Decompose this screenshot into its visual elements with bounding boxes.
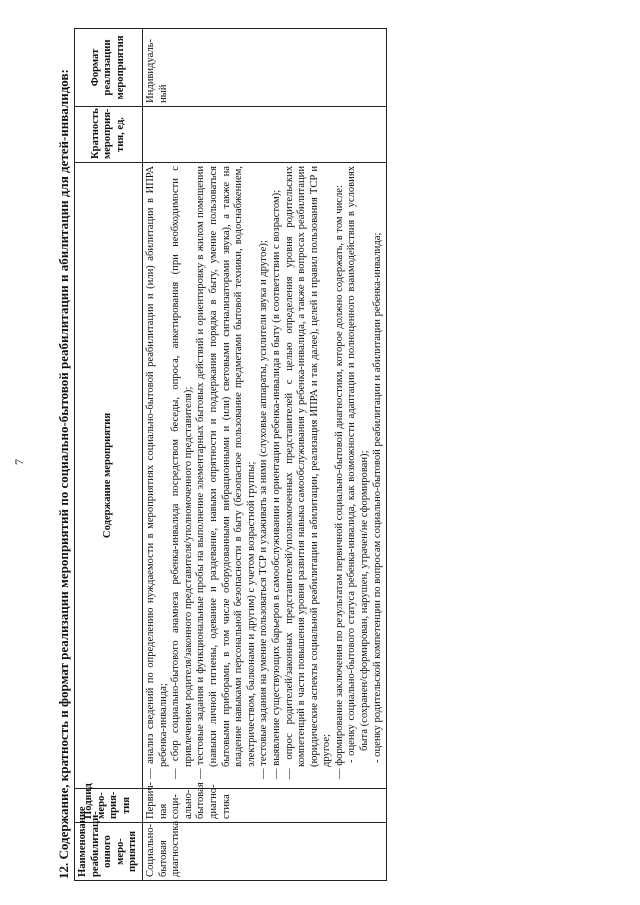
header-format: Формат реализации мероприятия xyxy=(75,29,143,107)
list-item: — анализ сведений по определению нуждаемости в мероприятиях социально-бытовой реабилитации и (или) абилитации в ИПРА ребенка-инвалида; xyxy=(144,166,169,779)
sub-list-item: - оценку родительской компетенции по вопросам социально-бытовой реабилитации и абилитации ребенка-инвалида; xyxy=(371,232,383,763)
page-number: 7 xyxy=(12,459,26,465)
list-item: — тестовые задания и функциональные пробы на выполнение элементарных бытовых действий и ориентировку в жилом помещении (навыки личной гигиены, одевание и раздевание, навыки опрятности и поддержания порядка в быту, умение пользоваться бытовыми приборами, в том числе оборудованными вибрационными и (или) световыми сигнализаторами звука), а также на владение навыками персональной безопасности в быту (безопасное пользование предметами бытовой техники, водоснабжением, электричеством, балконами и другим) с учетом возрастной группы; xyxy=(195,166,257,779)
section-heading: 12. Содержание, кратность и формат реализации мероприятий по социально-бытовой реабилитации и абилитации для детей-инвалидов: xyxy=(56,69,71,879)
cell-format: Индивидуаль-ный xyxy=(142,29,386,107)
header-content: Содержание мероприятия xyxy=(75,163,143,789)
cell-subtype: Первич-ная соци-ально-бытовая диагно-стика xyxy=(142,789,386,823)
cell-name: Социально-бытовая диагностика xyxy=(142,823,386,881)
header-name: Наименование реабилитаци-онного меро-приятия xyxy=(75,823,143,881)
cell-content xyxy=(142,163,386,789)
measures-table xyxy=(74,28,387,881)
list-item: — тестовые задания на умение пользоваться ТСР и ухаживать за ними (слуховые аппараты, усилители звука и другое); xyxy=(258,240,270,779)
list-item: — выявление существующих барьеров в самообслуживании и ориентации ребенка-инвалида в быту (в соответствии с возрастом); xyxy=(270,189,282,779)
cell-frequency xyxy=(142,107,386,163)
header-frequency: Кратность мероприя-тия, ед. xyxy=(75,107,143,163)
list-item: — формирование заключения по результатам первичной социально-бытовой диагностики, которое должно содержать, в том числе: xyxy=(333,185,345,779)
table-row xyxy=(142,29,386,881)
header-subtype: Подвид меро-прия-тия xyxy=(75,789,143,823)
list-item: — сбор социально-бытового анамнеза ребенка-инвалида посредством беседы, опроса, анкетирования (при необходимости с привлечением родителя/законного представителя/уполномоченного представителя); xyxy=(170,166,194,779)
list-item: — опрос родителей/законных представителей/уполномоченных представителей с целью определения уровня родительских компетенций в части повышения уровня развития навыка самообслуживания у ребенка-инвалида, а также в вопросах реабилитации (юридические аспекты социальной реабилитации и абилитации, реализация ИПРА и так далее), целей и правил пользования ТСР и другое; xyxy=(283,166,333,779)
sub-list-item: - оценку социально-бытового статуса ребенка-инвалида, как возможности адаптации и полноценного взаимодействия в условиях быта (сохранен/сформирован, нарушен, утрачен/не сформирован); xyxy=(346,166,371,763)
table-header-row xyxy=(75,29,143,881)
